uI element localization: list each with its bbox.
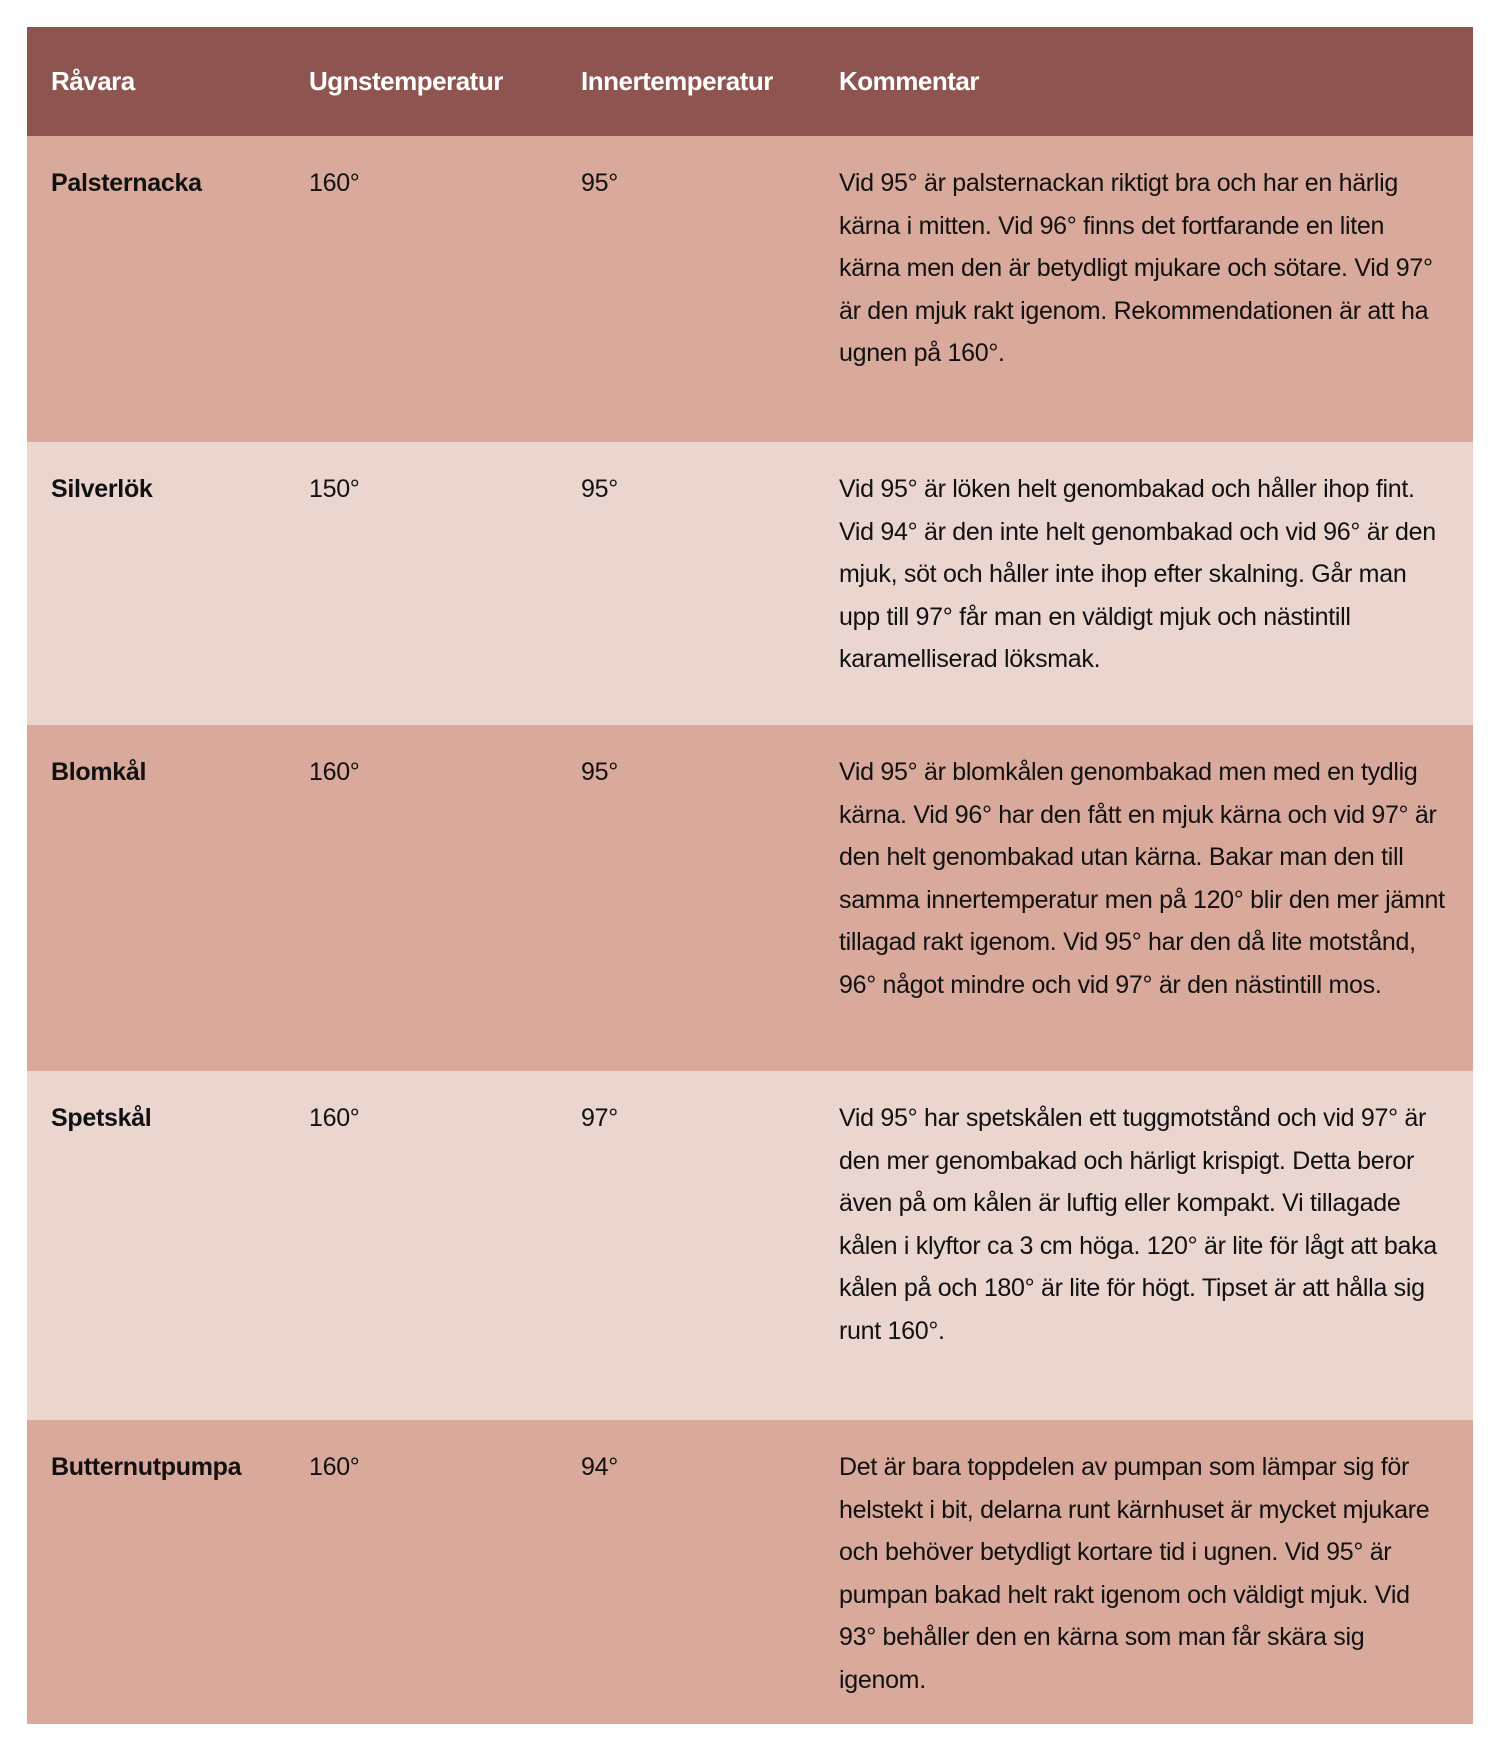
cell-core-temp: 97° [581,1104,618,1132]
header-ingredient: Råvara [51,66,135,96]
cell-ingredient: Palsternacka [51,169,202,197]
cell-comment: Vid 95° är löken helt genombakad och håller ihop fint. Vid 94° är den inte helt genombakad och vid 96° är den mjuk, söt och håller inte ihop efter skalning. Går man upp till 97° får man en väldigt mjuk och nästintill karamelliserad löksmak. [839,475,1436,673]
header-oven-temp: Ugnstemperatur [309,66,503,96]
cell-core-temp: 95° [581,475,618,503]
cell-oven-temp: 160° [309,1453,360,1481]
cell-oven-temp: 160° [309,1104,360,1132]
cell-comment: Vid 95° är palsternackan riktigt bra och har en härlig kärna i mitten. Vid 96° finns det fortfarande en liten kärna men den är betydligt mjukare och sötare. Vid 97° är den mjuk rakt igenom. Rekommendationen är att ha ugnen på 160°. [839,169,1433,367]
cell-core-temp: 94° [581,1453,618,1481]
cell-comment: Vid 95° har spetskålen ett tuggmotstånd och vid 97° är den mer genombakad och härligt krispigt. Detta beror även på om kålen är luftig eller kompakt. Vi tillagade kålen i klyftor ca 3 cm höga. 120° är lite för lågt att baka kålen på och 180° är lite för högt. Tipset är att hålla sig runt 160°. [839,1104,1437,1345]
table-row [27,442,1473,725]
cell-oven-temp: 150° [309,475,360,503]
table-header [27,27,1473,136]
cell-comment: Vid 95° är blomkålen genombakad men med en tydlig kärna. Vid 96° har den fått en mjuk kärna och vid 97° är den helt genombakad utan kärna. Bakar man den till samma innertemperatur men på 120° blir den mer jämnt tillagad rakt igenom. Vid 95° har den då lite motstånd, 96° något mindre och vid 97° är den nästintill mos. [839,758,1445,999]
header-core-temp: Innertemperatur [581,66,773,96]
cell-core-temp: 95° [581,758,618,786]
cell-ingredient: Spetskål [51,1104,152,1132]
cell-comment: Det är bara toppdelen av pumpan som lämpar sig för helstekt i bit, delarna runt kärnhuset är mycket mjukare och behöver betydligt kortare tid i ugnen. Vid 95° är pumpan bakad helt rakt igenom och väldigt mjuk. Vid 93° behåller den en kärna som man får skära sig igenom. [839,1453,1430,1694]
cell-oven-temp: 160° [309,169,360,197]
header-comment: Kommentar [839,66,979,96]
table-row [27,1420,1473,1724]
cell-ingredient: Blomkål [51,758,147,786]
temperature-table [27,27,1473,1724]
table-row [27,136,1473,442]
table-row [27,1071,1473,1420]
cell-ingredient: Silverlök [51,475,153,503]
cell-core-temp: 95° [581,169,618,197]
table-row [27,725,1473,1071]
cell-ingredient: Butternutpumpa [51,1453,242,1481]
cell-oven-temp: 160° [309,758,360,786]
